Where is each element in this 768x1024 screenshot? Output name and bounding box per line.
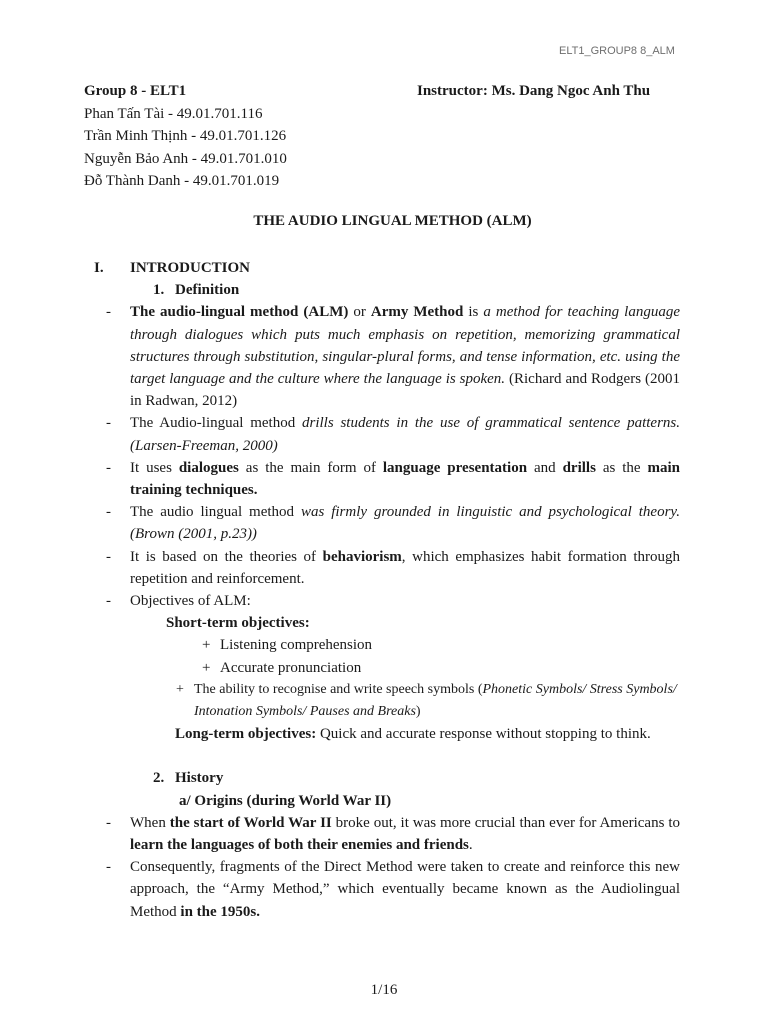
text-span: The Audio-lingual method xyxy=(130,415,302,432)
text-span: , which emphasizes habit formation through repetition and reinforcement. xyxy=(130,548,681,587)
bullet-item xyxy=(84,856,680,923)
dash-marker: - xyxy=(106,814,111,831)
origins-heading: a/ Origins (during World War II) xyxy=(179,792,392,809)
plus-marker: + xyxy=(176,681,184,697)
subsection-title: Definition xyxy=(175,282,240,299)
text-span: It is based on the theories of xyxy=(130,548,323,565)
text-span: or xyxy=(348,304,371,321)
bullet-item xyxy=(84,812,680,856)
objective-text: Listening comprehension xyxy=(220,637,373,654)
text-span: as the xyxy=(595,459,648,476)
definition-text: a method for teaching language through dialogues which puts much emphasis on repetition, memorizing grammatical structures through substitution, singular-plural forms, and tense information, etc. using the target language and the culture where the language is spoken. xyxy=(130,304,680,388)
dash-marker: - xyxy=(106,859,111,876)
long-term-label: Long-term objectives: xyxy=(175,726,317,743)
bold-term: drills xyxy=(562,459,596,476)
bold-term: behaviorism xyxy=(322,548,402,565)
bullet-item xyxy=(84,501,680,545)
objective-item xyxy=(84,657,680,679)
italic-text: drills students in the use of grammatical sentence patterns. (Larsen-Freeman, 2000) xyxy=(130,415,680,454)
document-body xyxy=(84,257,680,923)
dash-marker: - xyxy=(106,415,111,432)
long-term-objective xyxy=(84,723,680,745)
short-term-label: Short-term objectives: xyxy=(166,615,310,632)
dash-marker: - xyxy=(106,504,111,521)
bold-term: in the 1950s. xyxy=(180,903,261,920)
member-line: Trần Minh Thịnh - 49.01.701.126 xyxy=(84,128,287,144)
text-span: . xyxy=(468,837,473,854)
objective-text: The ability to recognise and write speech symbols ( xyxy=(194,681,483,697)
bullet-item xyxy=(84,412,680,456)
text-span: and xyxy=(527,459,563,476)
objective-text: Accurate pronunciation xyxy=(220,659,362,676)
italic-text: Phonetic Symbols/ Stress Symbols/ Intonation Symbols/ Pauses and Breaks xyxy=(194,681,677,720)
bold-term: language presentation xyxy=(382,459,528,476)
member-line: Phan Tấn Tài - 49.01.701.116 xyxy=(84,105,263,122)
bold-term: Army Method xyxy=(370,304,464,321)
bullet-item xyxy=(84,546,680,590)
group-title: Group 8 - ELT1 xyxy=(84,83,187,99)
objective-item xyxy=(84,679,680,723)
text-span: is xyxy=(463,304,484,321)
subsection-number: 2. xyxy=(153,770,165,787)
bold-term: dialogues xyxy=(178,459,239,476)
spacer xyxy=(84,745,680,767)
group-info xyxy=(84,80,287,193)
bold-term: main training techniques. xyxy=(130,459,681,499)
subsection-number: 1. xyxy=(153,282,165,299)
text-span: Objectives of ALM: xyxy=(130,593,251,610)
dash-marker: - xyxy=(106,459,111,476)
text-span: ) xyxy=(415,704,421,720)
bullet-item xyxy=(84,301,680,412)
text-span: as the main form of xyxy=(238,459,383,476)
citation: (Richard and Rodgers (2001 in Radwan, 2012) xyxy=(130,371,680,410)
document-title: THE AUDIO LINGUAL METHOD (ALM) xyxy=(253,213,532,229)
plus-marker: + xyxy=(202,659,211,676)
bullet-item xyxy=(84,457,680,501)
bullet-item xyxy=(84,590,680,612)
subsection-heading xyxy=(84,279,680,301)
text-span: broke out, it was more crucial than ever for Americans to xyxy=(331,814,680,831)
bold-term: learn the languages of both their enemies and friends xyxy=(130,837,469,854)
text-span: It uses xyxy=(130,459,179,476)
italic-text: was firmly grounded in linguistic and psychological theory. (Brown (2001, p.23)) xyxy=(130,504,680,543)
subsection-title: History xyxy=(175,770,224,787)
subsection-heading xyxy=(84,767,680,789)
dash-marker: - xyxy=(106,593,111,610)
text-span: When xyxy=(130,814,170,831)
section-number: I. xyxy=(94,260,104,276)
plus-marker: + xyxy=(202,637,211,654)
text-span: The audio lingual method xyxy=(130,504,301,521)
member-line: Đỗ Thành Danh - 49.01.701.019 xyxy=(84,173,280,189)
section-heading xyxy=(84,257,680,279)
bold-term: the start of World War II xyxy=(169,814,332,831)
text-span: Consequently, fragments of the Direct Method were taken to create and reinforce this new approach, the “Army Method,” which eventually became known as the Audiolingual Method xyxy=(130,859,680,920)
member-line: Nguyễn Bảo Anh - 49.01.701.010 xyxy=(84,150,287,167)
dash-marker: - xyxy=(106,548,111,565)
bold-term: The audio-lingual method (ALM) xyxy=(130,304,349,321)
objective-item xyxy=(84,634,680,656)
instructor: Instructor: Ms. Dang Ngoc Anh Thu xyxy=(417,83,651,99)
text-span: Quick and accurate response without stopping to think. xyxy=(316,726,651,743)
running-header: ELT1_GROUP8 8_ALM xyxy=(559,45,675,57)
page-number: 1/16 xyxy=(370,982,398,998)
dash-marker: - xyxy=(106,304,111,321)
section-title: INTRODUCTION xyxy=(130,260,251,276)
